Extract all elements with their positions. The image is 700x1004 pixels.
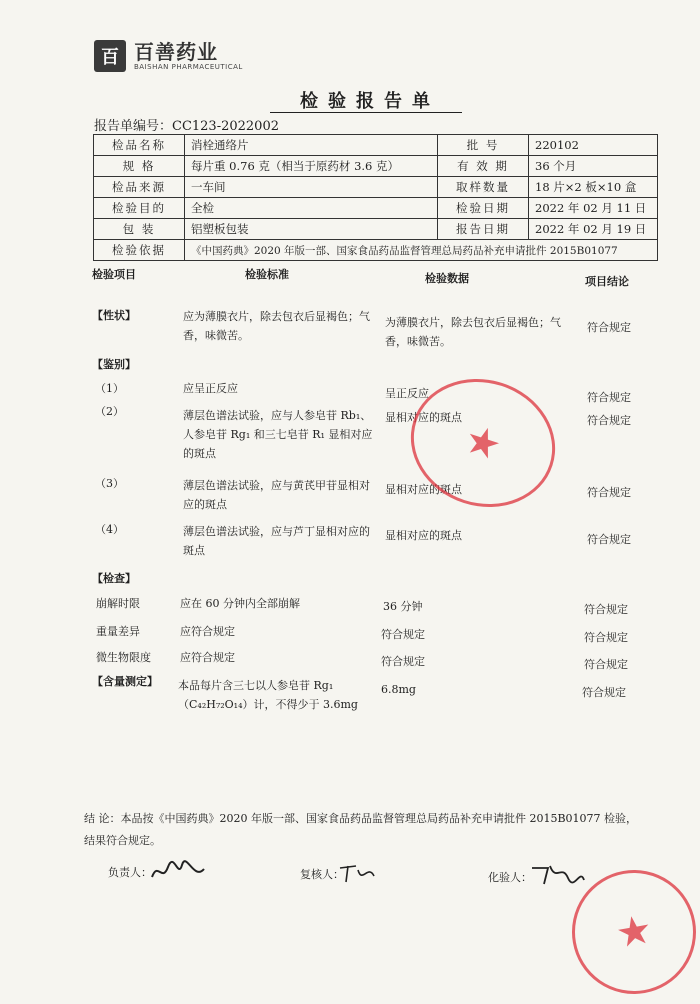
- info-label: 有 效 期: [438, 156, 529, 177]
- data-cell: 显相对应的斑点: [385, 483, 462, 496]
- reviewer-signature: [338, 858, 378, 886]
- info-label: 检验目的: [94, 198, 185, 219]
- company-logo: [94, 40, 243, 72]
- data-cell: 为薄膜衣片，除去包衣后显褐色；气香，味微苦。: [385, 316, 561, 348]
- info-label: 检品来源: [94, 177, 185, 198]
- standard-cell: 薄层色谱法试验，应与人参皂苷 Rb₁、人参皂苷 Rg₁ 和三七皂苷 R₁ 显相对应的斑点: [183, 409, 373, 460]
- responsible-label: 负责人：: [108, 866, 152, 879]
- info-value: 2022 年 02 月 11 日: [529, 198, 658, 219]
- data-cell: 显相对应的斑点: [385, 411, 462, 424]
- result-cell: 符合规定: [587, 391, 631, 404]
- item-name: 重量差异: [96, 625, 140, 638]
- standard-cell: 应为薄膜衣片，除去包衣后显褐色；气香，味微苦。: [183, 310, 370, 342]
- info-value: 铝塑板包装: [185, 219, 438, 240]
- header-standard: 检验标准: [245, 268, 289, 281]
- info-label: 检验日期: [438, 198, 529, 219]
- item-name: 崩解时限: [96, 597, 140, 610]
- document-title: 检验报告单: [300, 91, 440, 112]
- result-cell: 符合规定: [584, 631, 628, 644]
- reviewer-label: 复核人：: [300, 868, 344, 881]
- info-row: [94, 198, 658, 219]
- inspector-label: 化验人：: [488, 871, 532, 884]
- info-label: 包 装: [94, 219, 185, 240]
- data-cell: 36 分钟: [383, 600, 423, 613]
- info-row: [94, 156, 658, 177]
- section-assay: 【含量测定】: [92, 675, 158, 688]
- item-number: （1）: [95, 382, 124, 395]
- info-value: 《中国药典》2020 年版一部、国家食品药品监督管理总局药品补充申请批件 2015B01077: [185, 240, 658, 261]
- data-cell: 显相对应的斑点: [385, 529, 462, 542]
- info-value: 2022 年 02 月 19 日: [529, 219, 658, 240]
- standard-cell: 应呈正反应: [183, 382, 238, 395]
- standard-cell: 应在 60 分钟内全部崩解: [180, 597, 300, 610]
- item-name: 微生物限度: [96, 651, 151, 664]
- logo-name-en: BAISHAN PHARMACEUTICAL: [134, 63, 243, 71]
- info-label: 取样数量: [438, 177, 529, 198]
- section-identification: 【鉴别】: [92, 358, 136, 371]
- result-cell: 符合规定: [587, 321, 631, 334]
- standard-cell: 应符合规定: [180, 625, 235, 638]
- info-label: 检验依据: [94, 240, 185, 261]
- header-conclusion: 项目结论: [585, 275, 629, 288]
- result-cell: 符合规定: [587, 533, 631, 546]
- header-item: 检验项目: [92, 268, 136, 281]
- responsible-signature: [148, 855, 208, 887]
- section-inspection: 【检查】: [92, 572, 136, 585]
- info-value: 36 个月: [529, 156, 658, 177]
- info-label: 报告日期: [438, 219, 529, 240]
- inspector-signature: [528, 858, 588, 890]
- info-value: 每片重 0.76 克（相当于原药材 3.6 克）: [185, 156, 438, 177]
- standard-cell: 薄层色谱法试验，应与芦丁显相对应的斑点: [183, 525, 370, 557]
- result-cell: 符合规定: [587, 486, 631, 499]
- standard-cell: 薄层色谱法试验，应与黄芪甲苷显相对应的斑点: [183, 479, 370, 511]
- star-icon: ★: [458, 415, 508, 471]
- title-underline: [270, 112, 462, 113]
- conclusion-text: 结 论：本品按《中国药典》2020 年版一部、国家食品药品监督管理总局药品补充申请批件 2015B01077 检验，结果符合规定。: [84, 812, 638, 847]
- standard-cell: 应符合规定: [180, 651, 235, 664]
- result-cell: 符合规定: [582, 686, 626, 699]
- result-cell: 符合规定: [584, 603, 628, 616]
- section-appearance: 【性状】: [92, 309, 136, 322]
- item-number: （3）: [95, 477, 124, 490]
- info-label: 检品名称: [94, 135, 185, 156]
- star-icon: ★: [612, 906, 656, 958]
- logo-name-cn: 百善药业: [134, 40, 218, 64]
- data-cell: 6.8mg: [381, 683, 416, 696]
- data-cell: 符合规定: [381, 655, 425, 668]
- info-label: 规 格: [94, 156, 185, 177]
- info-value: 一车间: [185, 177, 438, 198]
- item-number: （2）: [95, 405, 124, 418]
- report-number: 报告单编号：CC123-2022002: [94, 119, 279, 134]
- item-number: （4）: [95, 523, 124, 536]
- logo-mark: 百: [94, 40, 126, 72]
- info-row: [94, 219, 658, 240]
- info-row: [94, 177, 658, 198]
- info-row: [94, 135, 658, 156]
- info-table: [93, 134, 658, 261]
- result-cell: 符合规定: [584, 658, 628, 671]
- header-data: 检验数据: [425, 272, 469, 285]
- standard-cell: 本品每片含三七以人参皂苷 Rg₁（C₄₂H₇₂O₁₄）计，不得少于 3.6mg: [178, 679, 358, 711]
- info-value: 消栓通络片: [185, 135, 438, 156]
- info-value: 全检: [185, 198, 438, 219]
- info-value: 18 片×2 板×10 盒: [529, 177, 658, 198]
- data-cell: 呈正反应: [385, 387, 429, 400]
- result-cell: 符合规定: [587, 414, 631, 427]
- info-row-basis: [94, 240, 658, 261]
- data-cell: 符合规定: [381, 628, 425, 641]
- info-value: 220102: [529, 135, 658, 156]
- info-label: 批 号: [438, 135, 529, 156]
